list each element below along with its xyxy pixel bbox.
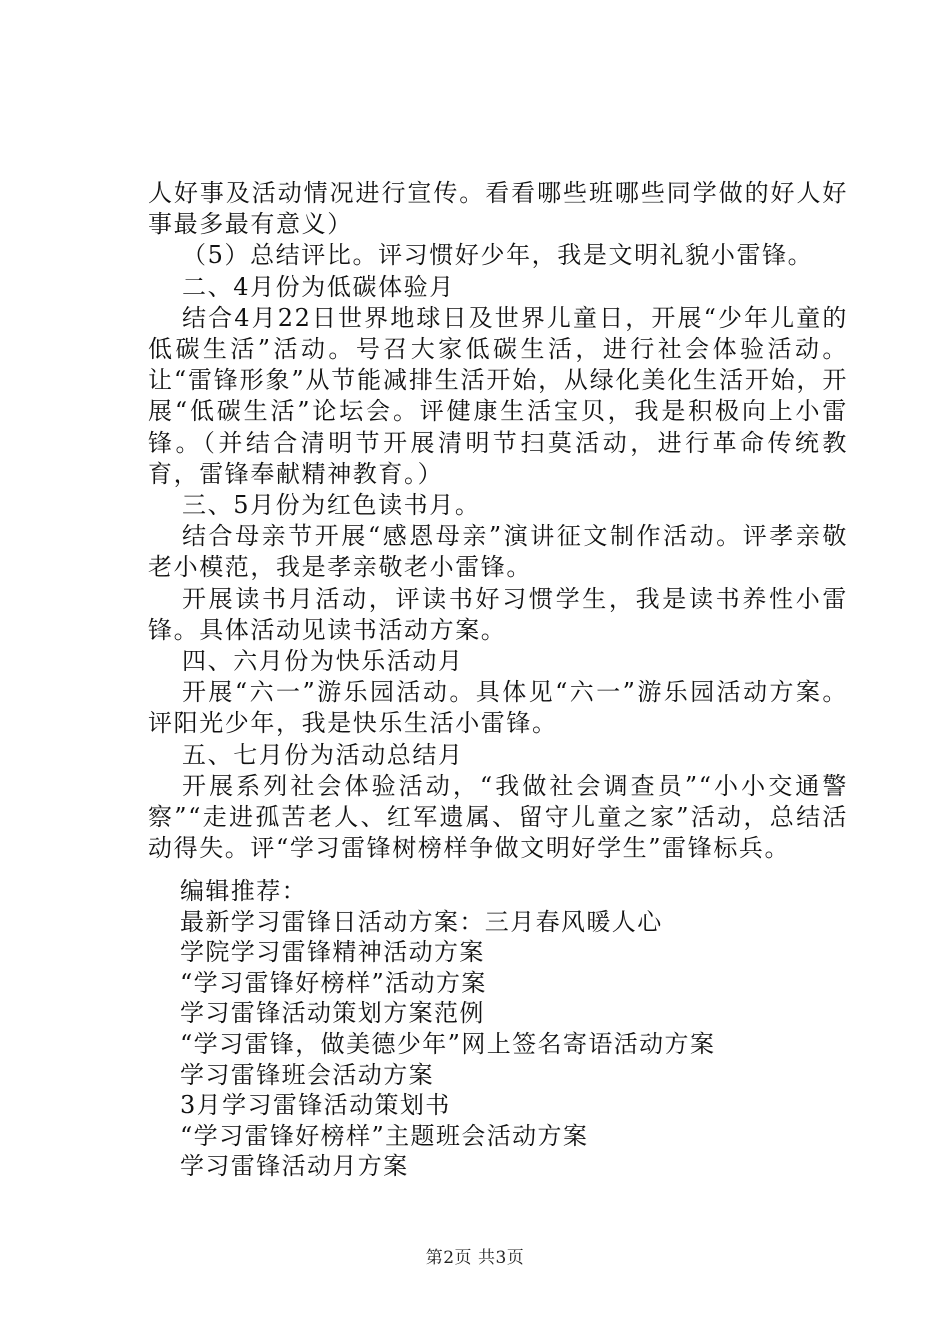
page-number-footer: 第2页 共3页	[425, 1248, 525, 1268]
paragraph-continuation: 人好事及活动情况进行宣传。看看哪些班哪些同学做的好人好事最多最有意义）	[148, 179, 848, 239]
recommended-link[interactable]: 学院学习雷锋精神活动方案	[180, 938, 485, 967]
paragraph-july-activities: 开展系列社会体验活动，“我做社会调查员”“小小交通警察”“走进孤苦老人、红军遗属、留守儿童之家”活动，总结活动得失。评“学习雷锋树榜样争做文明好学生”雷锋标兵。	[148, 771, 848, 863]
recommended-link[interactable]: “学习雷锋好榜样”活动方案	[180, 968, 487, 997]
paragraph-summary-evaluation: （5）总结评比。评习惯好少年，我是文明礼貌小雷锋。	[182, 241, 814, 270]
paragraph-april-activities: 结合4月22日世界地球日及世界儿童日，开展“少年儿童的低碳生活”活动。号召大家低碳生活，进行社会体验活动。让“雷锋形象”从节能减排生活开始，从绿化美化生活开始，开展“低碳生活”论坛会。评健康生活宝贝，我是积极向上小雷锋。（并结合清明节开展清明节扫莫活动，进行革命传统教育，雷锋奉献精神教育。）	[148, 303, 848, 488]
recommended-link[interactable]: 3月学习雷锋活动策划书	[180, 1091, 451, 1120]
section-heading-july: 五、七月份为活动总结月	[182, 740, 464, 769]
editor-heading: 编辑推荐：	[180, 877, 307, 905]
recommended-link[interactable]: “学习雷锋，做美德少年”网上签名寄语活动方案	[180, 1029, 716, 1058]
recommended-link[interactable]: 学习雷锋班会活动方案	[180, 1060, 434, 1089]
paragraph-reading-month: 开展读书月活动，评读书好习惯学生，我是读书养性小雷锋。具体活动见读书活动方案。	[148, 584, 848, 644]
editor-recommendations	[180, 876, 840, 1182]
recommended-link[interactable]: 最新学习雷锋日活动方案：三月春风暖人心	[180, 907, 663, 936]
recommended-link[interactable]: 学习雷锋活动月方案	[180, 1152, 409, 1181]
document-body	[148, 178, 848, 864]
recommended-link[interactable]: “学习雷锋好榜样”主题班会活动方案	[180, 1121, 589, 1150]
section-heading-may: 三、5月份为红色读书月。	[182, 491, 481, 520]
section-heading-june: 四、六月份为快乐活动月	[182, 647, 464, 676]
section-heading-april: 二、4月份为低碳体验月	[182, 272, 455, 301]
recommended-link[interactable]: 学习雷锋活动策划方案范例	[180, 999, 485, 1028]
paragraph-june-activities: 开展“六一”游乐园活动。具体见“六一”游乐园活动方案。评阳光少年，我是快乐生活小雷锋。	[148, 678, 848, 738]
paragraph-mothers-day: 结合母亲节开展“感恩母亲”演讲征文制作活动。评孝亲敬老小模范，我是孝亲敬老小雷锋。	[148, 522, 848, 582]
